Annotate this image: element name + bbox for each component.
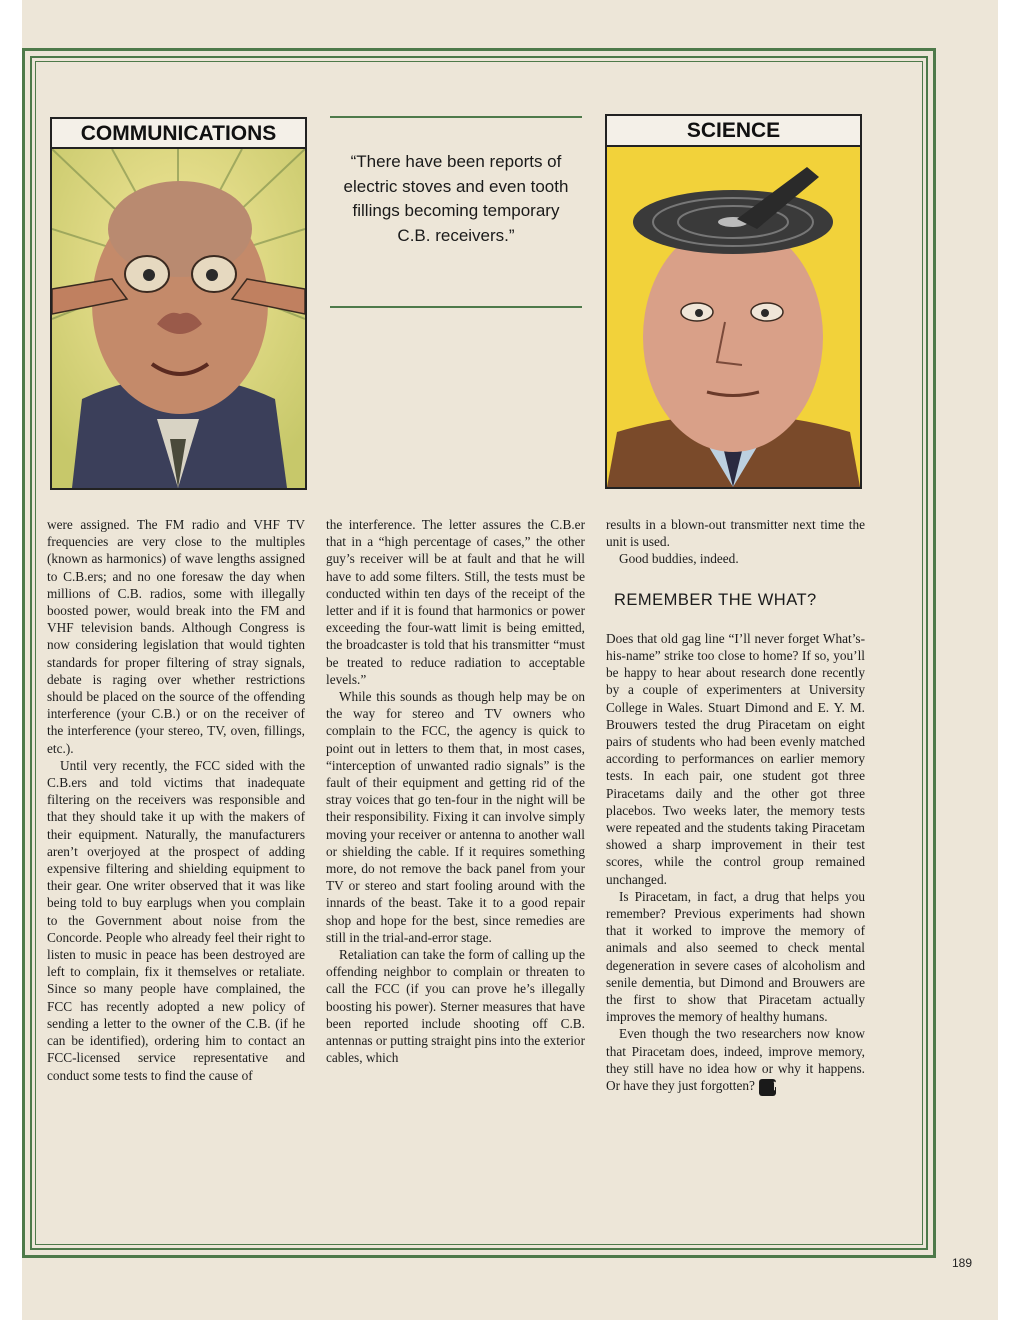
column-2 [326,516,585,1067]
science-label: SCIENCE [605,114,862,147]
col1-paragraph-1: were assigned. The FM radio and VHF TV frequencies are very close to the multiples (known as harmonics) of wave lengths assigned to C.B.ers; and no one foresaw the day when millions of C.B. radios, some with illegally boosted power, would break into the FM and VHF television bands. Although Congress is now considering legislation that would tighten standards for proper filtering of stray signals, debate is raging over whether restrictions should be placed on the source of the offending interference (your C.B.) or on the receiver of the interference (your stereo, TV, oven, fillings, etc.). [47,517,305,756]
science-illustration [605,145,862,489]
pull-quote-rule-bottom [330,306,582,308]
page-number: 189 [952,1256,973,1270]
man-with-hands-over-ears-image [52,149,305,488]
pull-quote: “There have been reports of electric stoves and even tooth fillings becoming temporary C.B. receivers.” [343,152,569,245]
section-heading-remember-the-what: REMEMBER THE WHAT? [614,590,817,609]
rabbit-head-icon: ⚑ [759,1079,776,1096]
column-3 [606,516,865,1096]
col3-paragraph-3: Does that old gag line “I’ll never forget What’s-his-name” strike too close to home? If so, you’ll be happy to hear about research done recently by a couple of experimenters at University College in Wales. Stuart Dimond and E. Y. M. Brouwers tested the drug Piracetam on eight pairs of students who had been evenly matched according to performances on earlier memory tests. In each pair, one student got three Piracetams daily and the other got three placebos. Two weeks later, the memory tests were repeated and the students taking Piracetam showed a sharp improvement in their test scores, while the control group remained unchanged. [606,630,865,887]
man-with-record-head-image [607,147,860,487]
col2-paragraph-2: While this sounds as though help may be on the way for stereo and TV owners who complain to the FCC, the agency is quick to point out in letters to them that, in most cases, “interception of unwanted radio signals” is the fault of their equipment and getting rid of the stray voices that go ten-four in the night will be their responsibility. Fixing it can involve simply moving your receiver or antenna to another wall or shielding the cable. If it requires something more, do not remove the back panel from your TV or stereo and start fooling around with the innards of the beast. Take it to a good repair shop and hope for the best, since remedies are still in the trial-and-error stage. [326,689,585,945]
pull-quote-rule-top [330,116,582,118]
column-1 [47,516,305,1084]
col2-paragraph-3: Retaliation can take the form of calling up the offending neighbor to complain or threaten to call the FCC (if you can prove he’s illegally boosting his power). Sterner measures that have been reported include shooting off C.B. antennas or putting straight pins into the exterior cables, which [326,947,585,1066]
col3-paragraph-5 [606,1025,865,1095]
col3-paragraph-1: results in a blown-out transmitter next time the unit is used. [606,517,865,550]
col3-final-text: Even though the two researchers now know that Piracetam does, indeed, improve memory, they still have no idea how or why it happens. Or have they just forgotten? [606,1026,865,1094]
col3-paragraph-4: Is Piracetam, in fact, a drug that helps you remember? Previous experiments had shown that it worked to improve the memory of animals and also seemed to check mental degeneration in severe cases of alcoholism and senile dementia, but Dimond and Brouwers are the first to show that Piracetam actually improves the memory of healthy humans. [606,888,865,1025]
col3-paragraph-2: Good buddies, indeed. [619,551,739,567]
col2-paragraph-1: the interference. The letter assures the C.B.er that in a “high percentage of cases,” the other guy’s receiver will be at fault and that he will have to add some filters. Still, the tests must be conducted within ten days of the receipt of the letter and if it is found that harmonics or power exceeding the four-watt limit is being emitted, the broadcaster is told that his transmitter “must be treated to reduce radiation to acceptable levels.” [326,517,585,687]
col1-paragraph-2: Until very recently, the FCC sided with the C.B.ers and told victims that inadequate filtering on the receivers was responsible and that they should take it up with the makers of their equipment. Naturally, the manufacturers aren’t overjoyed at the prospect of adding expensive filtering and shielding equipment to their gear. One writer observed that it was like being told to buy earplugs when you complain to the Government about noise from the Concorde. People who already feel their right to listen to music in peace has been destroyed are left to complain, fix it themselves or retaliate. Since so many people have complained, the FCC has recently adopted a new policy of sending a letter to the owner of the C.B. (if he can be identified), ordering him to contact an FCC-licensed service representative and conduct some tests to find the cause of [47,757,305,1083]
communications-illustration [50,147,307,490]
communications-label: COMMUNICATIONS [50,117,307,149]
